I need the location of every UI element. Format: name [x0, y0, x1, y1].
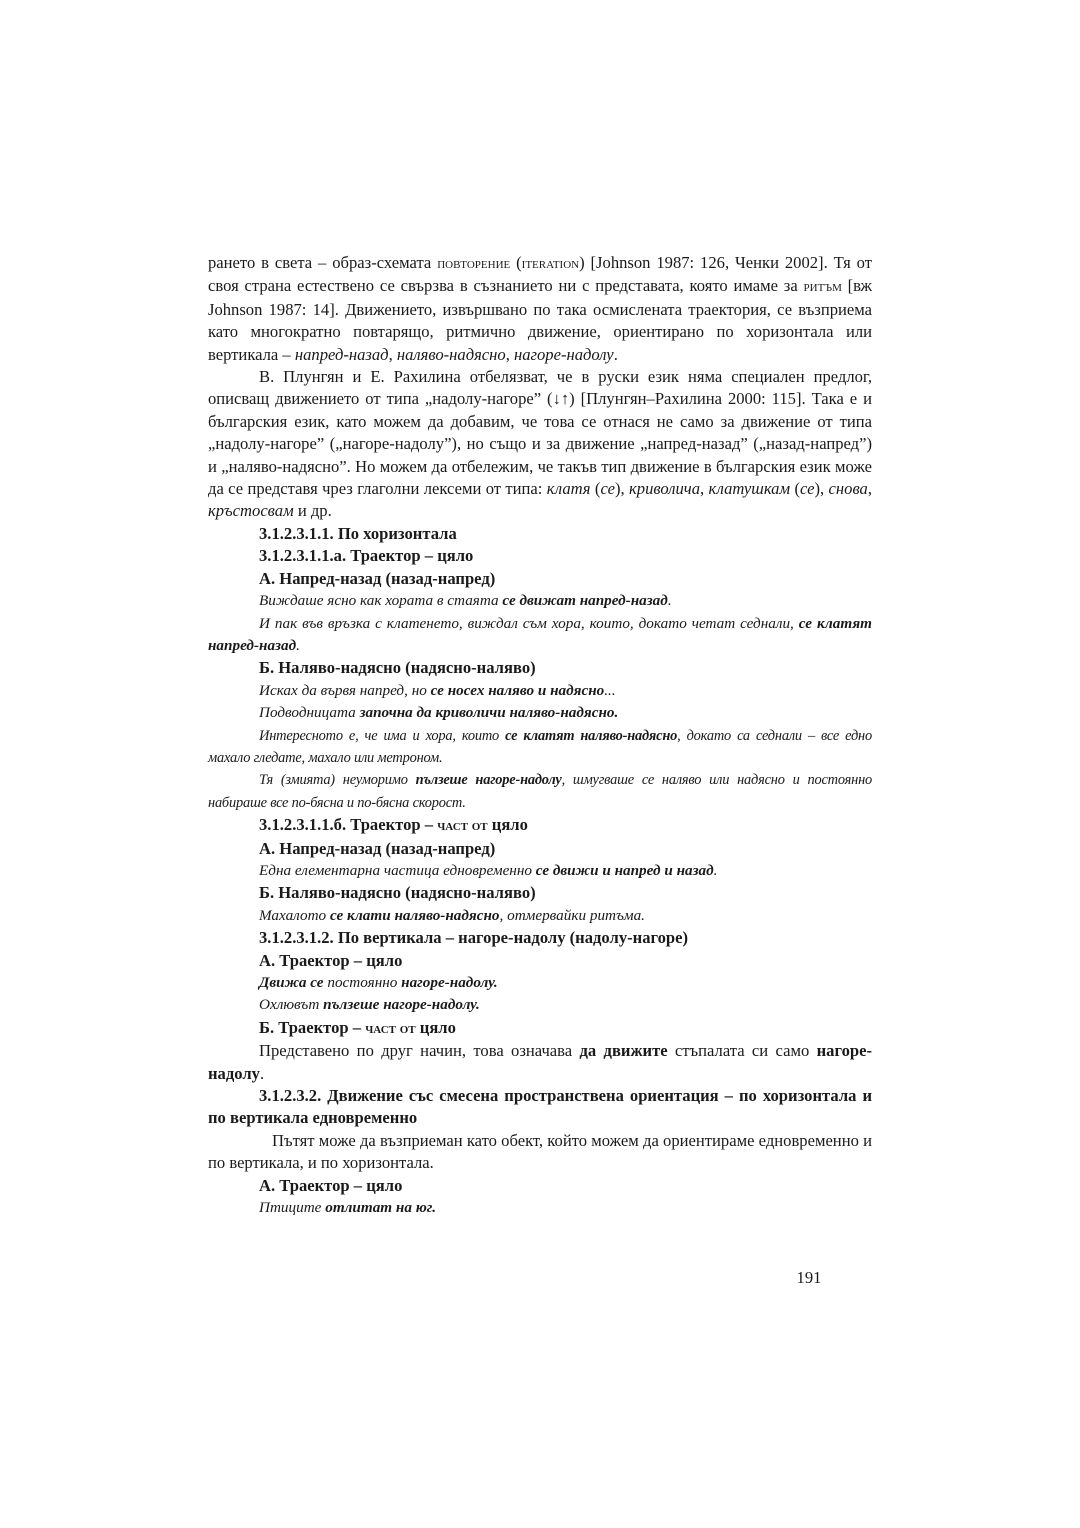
section-heading: 3.1.2.3.1.1.а. Траектор – цяло	[259, 546, 474, 566]
example: Птиците отлитат на юг.	[259, 1199, 437, 1217]
example: И пак във връзка с клатенето, виждал съм хора, които, докато четат седнали, се клатят напред-назад.	[208, 614, 872, 654]
section-heading: 3.1.2.3.2. Движение със смесена пространствена ориентация – по хоризонтала и по вертикала едновременно	[208, 1086, 872, 1128]
example: Виждаше ясно как хората в стаята се движат напред-назад.	[259, 592, 672, 610]
section-heading: 3.1.2.3.1.2. По вертикала – нагоре-надолу (надолу-нагоре)	[259, 928, 689, 948]
subsection-heading: А. Напред-назад (назад-напред)	[259, 568, 496, 588]
example: Охлювът пълзеше нагоре-надолу.	[259, 996, 480, 1014]
example: Махалото се клати наляво-надясно, отмервайки ритъма.	[259, 906, 645, 924]
subsection-heading: Б. Наляво-надясно (надясно-наляво)	[259, 883, 536, 903]
example: Тя (змията) неуморимо пълзеше нагоре-надолу, шмугваше се наляво или надясно и постоянно набираше все по-бясна и по-бясна скорост.	[208, 772, 872, 811]
subsection-heading: А. Траектор – цяло	[259, 1175, 403, 1195]
example: Исках да вървя напред, но се носех наляво и надясно...	[259, 681, 616, 699]
paragraph-1: рането в света – образ-схемата повторение (iteration) [Johnson 1987: 126, Ченки 2002]. Тя от своя страна естествено се свързва в съзнанието ни с представата, която имаме за ритъм [вж Johnson 1987: 14]. Движението, извършвано по така осмислената траектория, се възприема като многократно повтарящо, ритмично движение, ориентирано по хоризонтала или вертикала – напред-назад, наляво-надясно, нагоре-надолу.	[208, 253, 872, 364]
subsection-heading: Б. Наляво-надясно (надясно-наляво)	[259, 658, 536, 678]
paragraph: Представено по друг начин, това означава да движите стъпалата си само нагоре-надолу.	[208, 1041, 873, 1083]
section-heading: 3.1.2.3.1.1.б. Траектор – част от цяло	[259, 815, 528, 835]
subsection-heading: А. Траектор – цяло	[259, 950, 403, 970]
section-heading: 3.1.2.3.1.1. По хоризонтала	[259, 523, 457, 543]
page-number: 191	[796, 1268, 822, 1287]
example: Движа се постоянно нагоре-надолу.	[259, 974, 498, 991]
example: Една елементарна частица едновременно се движи и напред и назад.	[259, 861, 718, 879]
subsection-heading: Б. Траектор – част от цяло	[259, 1017, 456, 1037]
paragraph: Пътят може да възприеман като обект, който можем да ориентираме едновременно и по вертикала, и по хоризонтала.	[208, 1130, 872, 1173]
example: Интересното е, че има и хора, които се клатят наляво-надясно, докато са седнали – все едно махало гледате, махало или метроном.	[208, 727, 872, 766]
example: Подводницата започна да криволичи наляво-надясно.	[259, 704, 619, 722]
paragraph-2: В. Плунгян и Е. Рахилина отбелязват, че в руски език няма специален предлог, описващ движението от типа „надолу-нагоре” (↓↑) [Плунгян–Рахилина 2000: 115]. Така е и българския език, като можем да добавим, че това се отнася не само за движение от типа „надолу-нагоре” („нагоре-надолу”), но също и за движение „напред-назад” („назад-напред”) и „наляво-надясно”. Но можем да отбележим, че такъв тип движение в българския език може да се представя чрез глаголни лексеми от типа: клатя (се), криволича, клатушкам (се), снова, кръстосвам и др.	[208, 367, 872, 521]
body-text	[208, 252, 872, 1219]
subsection-heading: А. Напред-назад (назад-напред)	[259, 838, 496, 858]
